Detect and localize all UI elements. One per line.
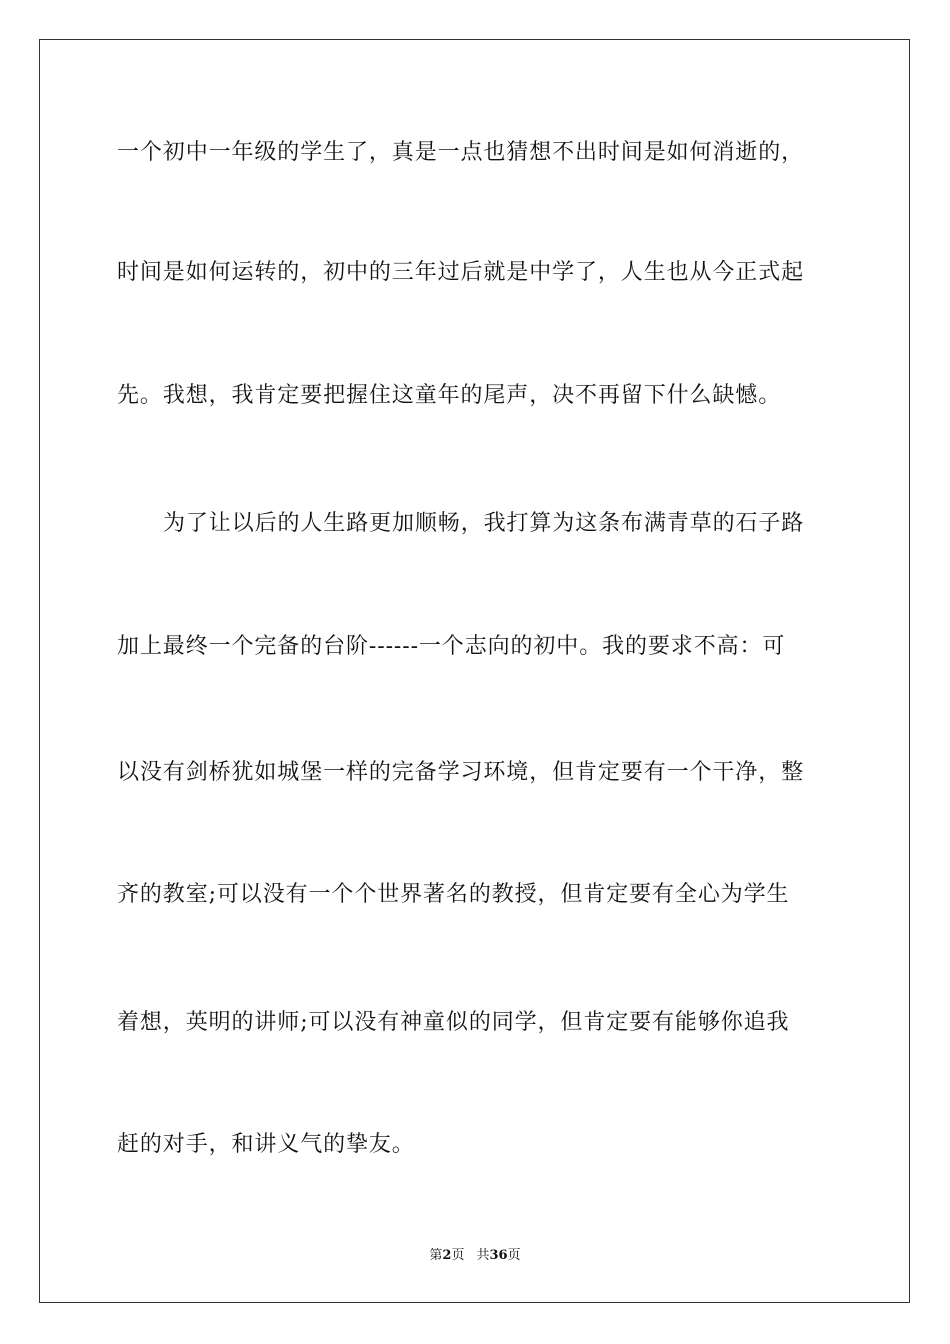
text-line-2: 时间是如何运转的，初中的三年过后就是中学了，人生也从今正式起 bbox=[117, 260, 805, 285]
text-line-8: 着想，英明的讲师;可以没有神童似的同学，但肯定要有能够你追我 bbox=[117, 1010, 790, 1035]
footer-total-prefix: 共 bbox=[476, 1248, 490, 1263]
text-line-4: 为了让以后的人生路更加顺畅，我打算为这条布满青草的石子路 bbox=[163, 511, 805, 536]
footer-page-suffix: 页 bbox=[451, 1248, 465, 1263]
footer-page-prefix: 第 bbox=[429, 1248, 443, 1263]
text-line-7: 齐的教室;可以没有一个个世界著名的教授，但肯定要有全心为学生 bbox=[117, 882, 790, 907]
page-footer bbox=[0, 1244, 950, 1263]
footer-page-number: 2 bbox=[442, 1248, 452, 1263]
page-border bbox=[39, 39, 910, 1303]
text-line-3: 先。我想，我肯定要把握住这童年的尾声，决不再留下什么缺憾。 bbox=[117, 383, 782, 408]
text-line-6: 以没有剑桥犹如城堡一样的完备学习环境，但肯定要有一个干净，整 bbox=[117, 760, 805, 785]
text-line-1: 一个初中一年级的学生了，真是一点也猜想不出时间是如何消逝的， bbox=[117, 140, 805, 165]
text-line-5: 加上最终一个完备的台阶------一个志向的初中。我的要求不高：可 bbox=[117, 634, 786, 659]
footer-total-suffix: 页 bbox=[507, 1248, 521, 1263]
footer-total-pages: 36 bbox=[489, 1248, 508, 1263]
text-line-9: 赶的对手，和讲义气的挚友。 bbox=[117, 1132, 415, 1157]
